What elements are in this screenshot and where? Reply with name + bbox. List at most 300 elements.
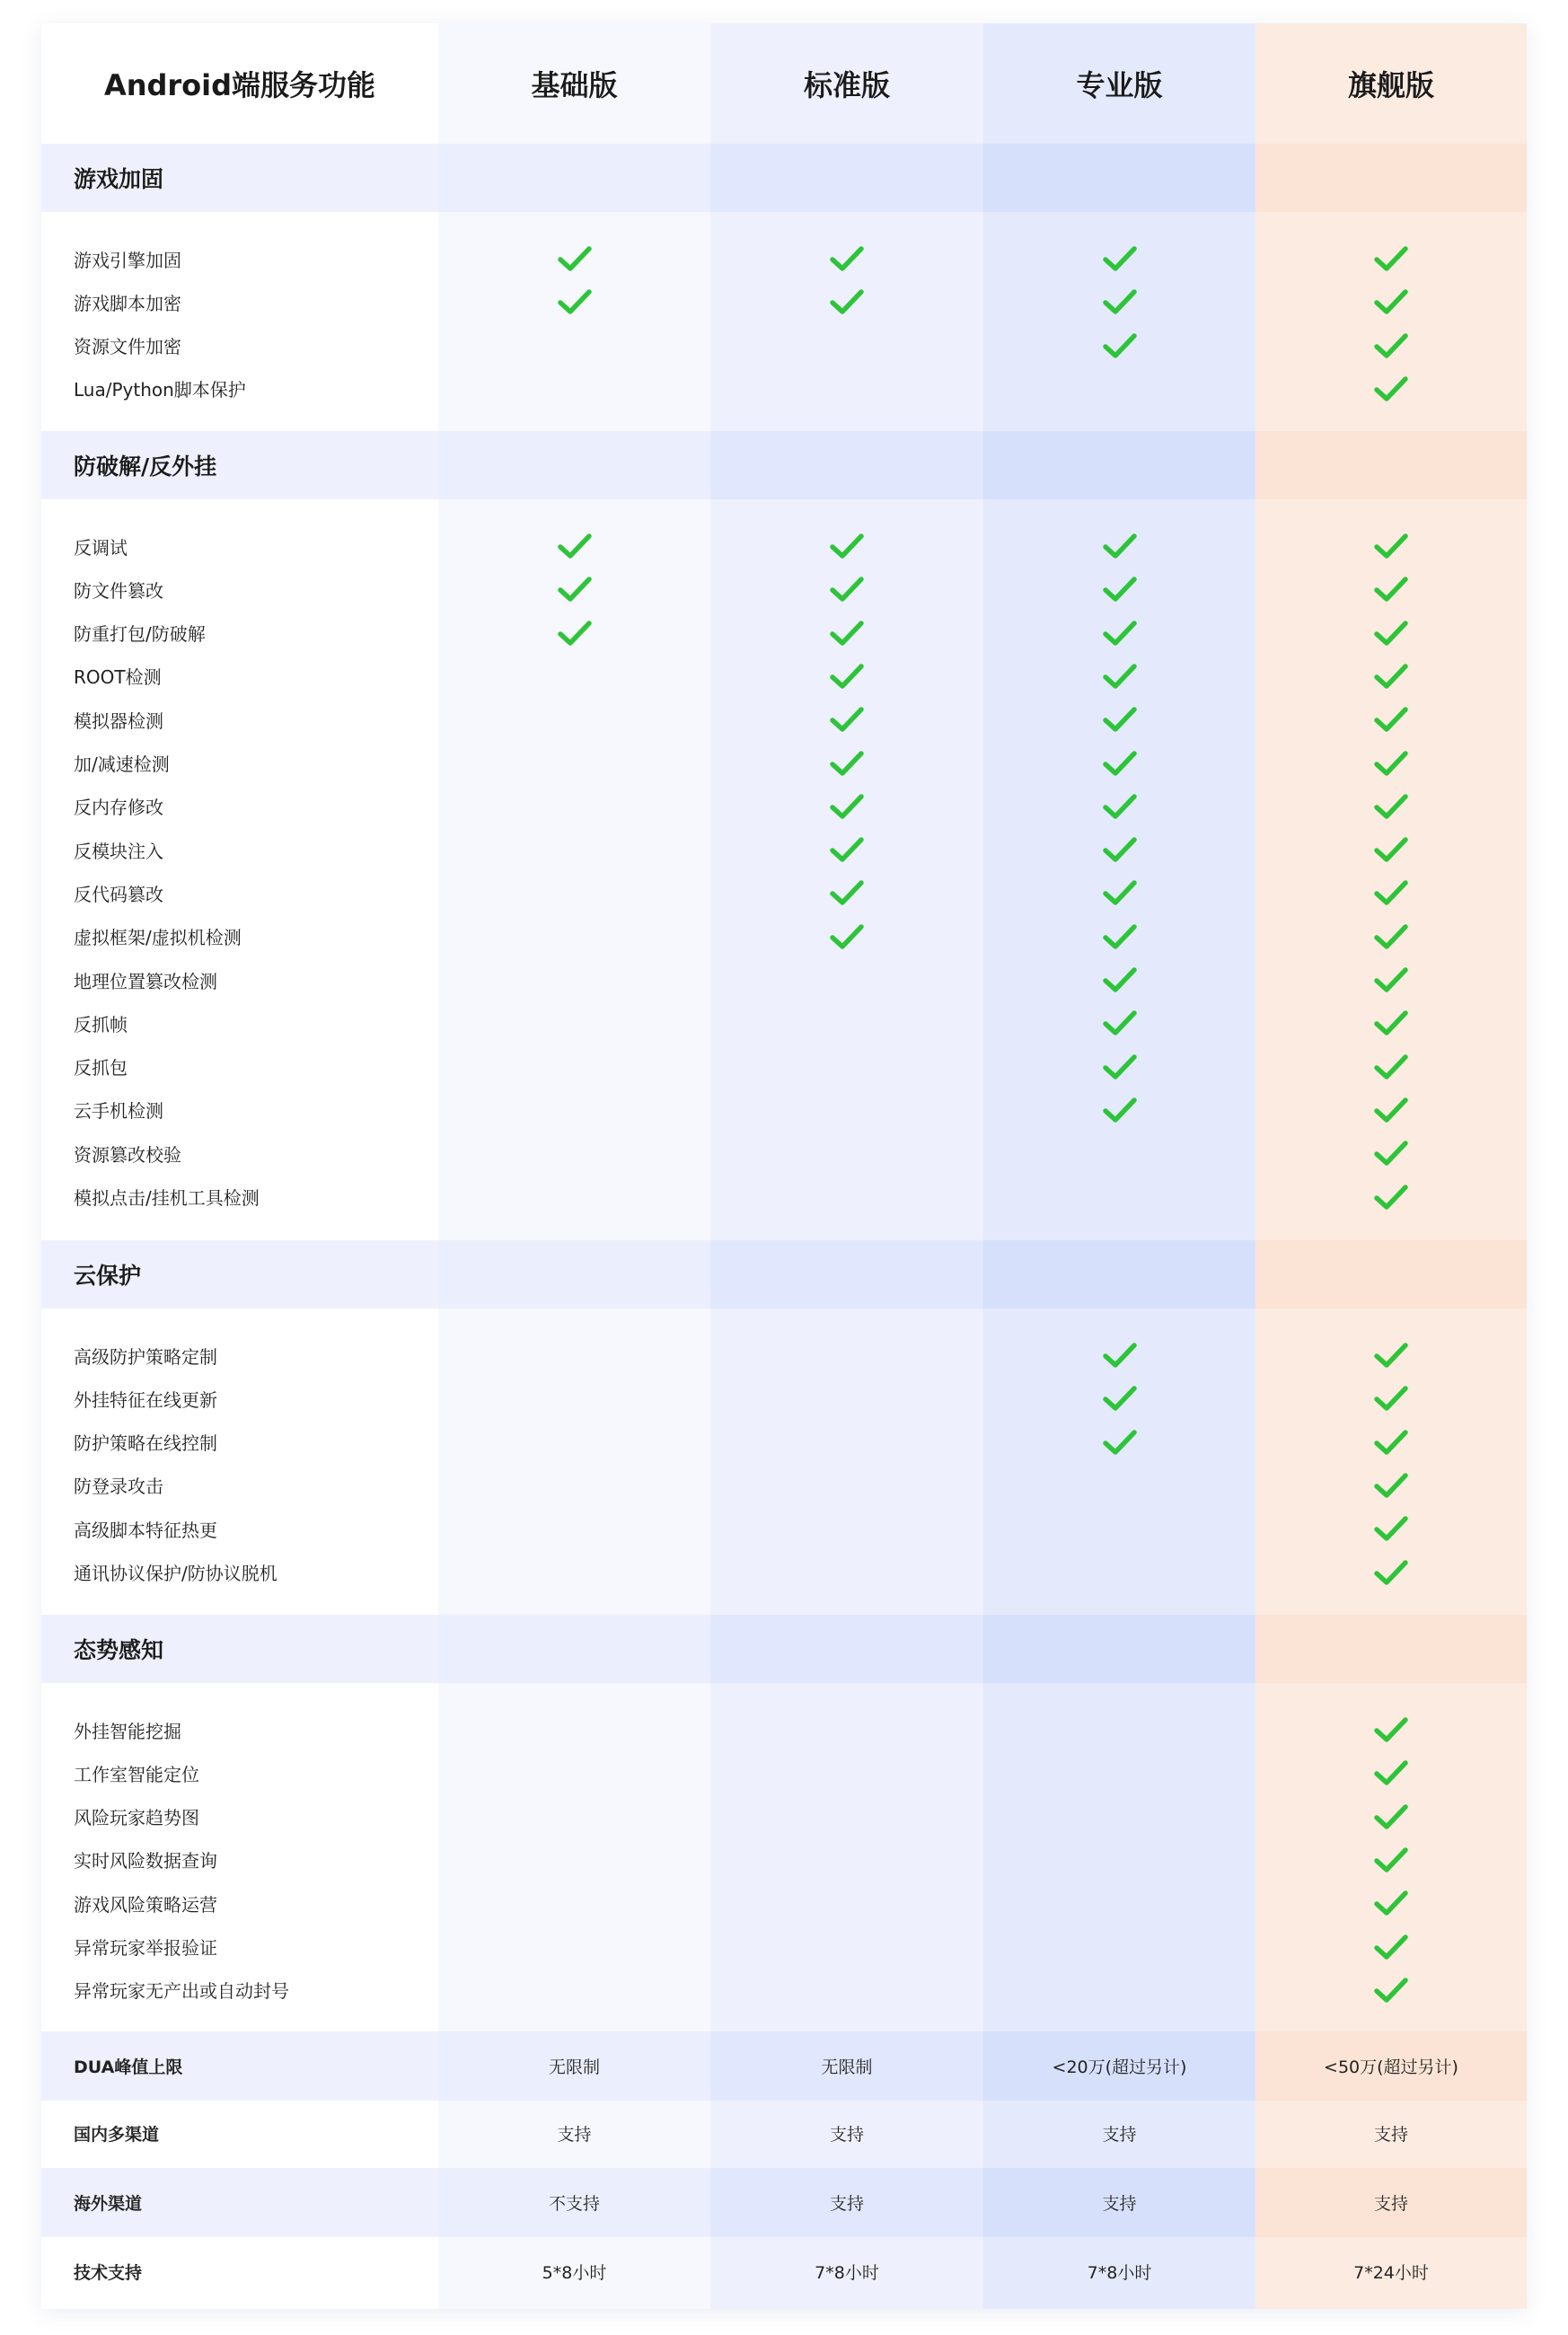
checkmark-icon bbox=[1374, 1141, 1408, 1166]
support-cell-professional bbox=[983, 1176, 1255, 1219]
checkmark-icon bbox=[830, 924, 864, 949]
checkmark-icon bbox=[1374, 1054, 1408, 1079]
checkmark-icon bbox=[1103, 1343, 1137, 1368]
checkmark-icon bbox=[1103, 246, 1137, 271]
checkmark-icon bbox=[1103, 794, 1137, 819]
feature-row bbox=[41, 1045, 1527, 1088]
support-cell-standard bbox=[710, 1925, 983, 1969]
support-cell-professional bbox=[983, 568, 1255, 611]
support-cell-standard bbox=[710, 1708, 983, 1751]
support-cell-standard bbox=[710, 1132, 983, 1175]
checkmark-icon bbox=[1374, 837, 1408, 862]
table-body bbox=[41, 23, 1527, 2309]
checkmark-icon bbox=[1103, 967, 1137, 992]
section-header-cell-flagship bbox=[1255, 431, 1527, 499]
checkmark-icon bbox=[1374, 794, 1408, 819]
feature-row bbox=[41, 280, 1527, 323]
checkmark-icon bbox=[1103, 621, 1137, 646]
pricing-comparison-table bbox=[41, 23, 1527, 2309]
support-cell-flagship bbox=[1255, 1925, 1527, 1969]
section-header-cell-basic bbox=[438, 144, 710, 212]
support-cell-basic bbox=[438, 237, 710, 280]
support-cell-flagship bbox=[1255, 1421, 1527, 1464]
checkmark-icon bbox=[1103, 880, 1137, 905]
checkmark-icon bbox=[1374, 289, 1408, 314]
support-cell-professional bbox=[983, 742, 1255, 785]
support-cell-flagship bbox=[1255, 785, 1527, 828]
support-cell-professional bbox=[983, 1925, 1255, 1969]
support-cell-standard bbox=[710, 612, 983, 655]
section-header-cell-standard bbox=[710, 1240, 983, 1308]
section-header-cell-flagship bbox=[1255, 1615, 1527, 1683]
checkmark-icon bbox=[1374, 621, 1408, 646]
support-cell-standard bbox=[710, 1751, 983, 1794]
summary-label: 海外渠道 bbox=[41, 2168, 438, 2237]
support-cell-professional bbox=[983, 871, 1255, 914]
summary-value-professional: 支持 bbox=[1102, 2125, 1137, 2145]
support-cell-professional bbox=[983, 1377, 1255, 1420]
feature-name: 通讯协议保护/防协议脱机 bbox=[74, 1563, 277, 1584]
feature-name: 防登录攻击 bbox=[74, 1476, 163, 1498]
support-cell-professional bbox=[983, 1421, 1255, 1464]
support-cell-standard bbox=[710, 958, 983, 1001]
feature-name: 游戏引擎加固 bbox=[74, 249, 181, 271]
checkmark-icon bbox=[830, 751, 864, 776]
checkmark-icon bbox=[1374, 1010, 1408, 1035]
support-cell-standard bbox=[710, 1551, 983, 1594]
checkmark-icon bbox=[830, 837, 864, 862]
support-cell-flagship bbox=[1255, 871, 1527, 914]
feature-name: 资源篡改校验 bbox=[74, 1143, 181, 1166]
support-cell-standard bbox=[710, 1795, 983, 1838]
support-cell-standard bbox=[710, 237, 983, 280]
summary-value-standard: 支持 bbox=[710, 2168, 983, 2237]
support-cell-standard bbox=[710, 1377, 983, 1420]
feature-row bbox=[41, 612, 1527, 655]
support-cell-basic bbox=[438, 828, 710, 871]
support-cell-standard bbox=[710, 1421, 983, 1464]
checkmark-icon bbox=[1103, 1010, 1137, 1035]
feature-row bbox=[41, 828, 1527, 871]
checkmark-icon bbox=[1374, 880, 1408, 905]
checkmark-icon bbox=[1103, 664, 1137, 689]
support-cell-professional bbox=[983, 1334, 1255, 1377]
support-cell-standard bbox=[710, 524, 983, 568]
support-cell-basic bbox=[438, 1176, 710, 1219]
support-cell-flagship bbox=[1255, 367, 1527, 410]
checkmark-icon bbox=[1374, 1560, 1408, 1585]
support-cell-basic bbox=[438, 1045, 710, 1088]
feature-row bbox=[41, 1969, 1527, 2012]
summary-value-flagship: 支持 bbox=[1373, 2125, 1408, 2145]
summary-value-flagship: <50万(超过另计) bbox=[1255, 2031, 1527, 2101]
support-cell-professional bbox=[983, 324, 1255, 367]
feature-name: 异常玩家无产出或自动封号 bbox=[74, 1980, 289, 2003]
support-cell-flagship bbox=[1255, 958, 1527, 1001]
support-cell-professional bbox=[983, 1507, 1255, 1550]
support-cell-flagship bbox=[1255, 1751, 1527, 1794]
feature-row bbox=[41, 1176, 1527, 1219]
support-cell-standard bbox=[710, 742, 983, 785]
support-cell-standard bbox=[710, 1334, 983, 1377]
support-cell-standard bbox=[710, 915, 983, 958]
checkmark-icon bbox=[1374, 1185, 1408, 1210]
checkmark-icon bbox=[830, 664, 864, 689]
section-header-cell-professional bbox=[983, 1240, 1255, 1308]
feature-row bbox=[41, 742, 1527, 785]
section-header-cell-flagship bbox=[1255, 1240, 1527, 1308]
support-cell-flagship bbox=[1255, 280, 1527, 323]
feature-name: 反抓包 bbox=[74, 1057, 128, 1079]
section-header-cell-professional bbox=[983, 1615, 1255, 1683]
support-cell-flagship bbox=[1255, 1334, 1527, 1377]
feature-row bbox=[41, 698, 1527, 741]
checkmark-icon bbox=[1103, 1386, 1137, 1411]
feature-name: 地理位置篡改检测 bbox=[74, 970, 217, 992]
support-cell-standard bbox=[710, 1464, 983, 1507]
support-cell-basic bbox=[438, 1838, 710, 1881]
support-cell-basic bbox=[438, 568, 710, 611]
section-header-cell-professional bbox=[983, 144, 1255, 212]
checkmark-icon bbox=[1374, 1934, 1408, 1960]
table-header-row bbox=[41, 23, 1527, 144]
support-cell-basic bbox=[438, 1881, 710, 1925]
section-header-cell-flagship bbox=[1255, 144, 1527, 212]
support-cell-basic bbox=[438, 1795, 710, 1838]
feature-row bbox=[41, 655, 1527, 698]
section-title: 游戏加固 bbox=[41, 144, 438, 212]
support-cell-flagship bbox=[1255, 655, 1527, 698]
support-cell-flagship bbox=[1255, 1464, 1527, 1507]
support-cell-flagship bbox=[1255, 324, 1527, 367]
support-cell-flagship bbox=[1255, 612, 1527, 655]
support-cell-professional bbox=[983, 1881, 1255, 1925]
feature-row bbox=[41, 237, 1527, 280]
support-cell-basic bbox=[438, 1377, 710, 1420]
support-cell-standard bbox=[710, 1176, 983, 1219]
support-cell-basic bbox=[438, 742, 710, 785]
summary-value-flagship: 7*24小时 bbox=[1353, 2263, 1429, 2283]
support-cell-standard bbox=[710, 828, 983, 871]
feature-row bbox=[41, 915, 1527, 958]
checkmark-icon bbox=[558, 533, 592, 559]
support-cell-standard bbox=[710, 1001, 983, 1044]
support-cell-professional bbox=[983, 1838, 1255, 1881]
section-header-cell-standard bbox=[710, 1615, 983, 1683]
support-cell-professional bbox=[983, 785, 1255, 828]
feature-name: 外挂特征在线更新 bbox=[74, 1388, 217, 1411]
support-cell-basic bbox=[438, 1334, 710, 1377]
support-cell-basic bbox=[438, 1088, 710, 1132]
summary-label: DUA峰值上限 bbox=[41, 2031, 438, 2101]
checkmark-icon bbox=[830, 794, 864, 819]
section-header-cell-standard bbox=[710, 144, 983, 212]
checkmark-icon bbox=[1374, 1343, 1408, 1368]
summary-value-flagship: 支持 bbox=[1255, 2168, 1527, 2237]
feature-name: 云手机检测 bbox=[74, 1100, 163, 1123]
support-cell-standard bbox=[710, 698, 983, 741]
summary-row bbox=[41, 2099, 1527, 2168]
feature-row bbox=[41, 1421, 1527, 1464]
support-cell-standard bbox=[710, 1969, 983, 2012]
feature-name: 游戏脚本加密 bbox=[74, 292, 181, 314]
support-cell-basic bbox=[438, 1464, 710, 1507]
support-cell-professional bbox=[983, 612, 1255, 655]
section-title: 态势感知 bbox=[41, 1615, 438, 1683]
feature-name: 防重打包/防破解 bbox=[74, 623, 206, 646]
feature-row bbox=[41, 1088, 1527, 1132]
checkmark-icon bbox=[1103, 924, 1137, 949]
feature-row bbox=[41, 1838, 1527, 1881]
feature-name: 模拟点击/挂机工具检测 bbox=[74, 1187, 260, 1209]
feature-row bbox=[41, 1132, 1527, 1175]
checkmark-icon bbox=[1103, 577, 1137, 602]
summary-value-professional: 支持 bbox=[983, 2168, 1255, 2237]
support-cell-flagship bbox=[1255, 1708, 1527, 1751]
feature-name: 防护策略在线控制 bbox=[74, 1432, 217, 1455]
summary-label: 国内多渠道 bbox=[74, 2125, 160, 2145]
checkmark-icon bbox=[1374, 1890, 1408, 1916]
checkmark-icon bbox=[1374, 1804, 1408, 1829]
support-cell-professional bbox=[983, 655, 1255, 698]
support-cell-flagship bbox=[1255, 524, 1527, 568]
feature-name: 游戏风险策略运营 bbox=[74, 1893, 217, 1916]
feature-name: 模拟器检测 bbox=[74, 709, 163, 732]
checkmark-icon bbox=[1374, 1430, 1408, 1455]
support-cell-flagship bbox=[1255, 1838, 1527, 1881]
summary-label: 技术支持 bbox=[74, 2263, 143, 2283]
section-title: 防破解/反外挂 bbox=[41, 431, 438, 499]
support-cell-basic bbox=[438, 612, 710, 655]
support-cell-professional bbox=[983, 1969, 1255, 2012]
support-cell-basic bbox=[438, 1507, 710, 1550]
tier-header-basic: 基础版 bbox=[531, 68, 618, 102]
support-cell-flagship bbox=[1255, 1551, 1527, 1594]
checkmark-icon bbox=[1374, 246, 1408, 271]
feature-name: 虚拟框架/虚拟机检测 bbox=[74, 927, 242, 949]
feature-name: 高级脚本特征热更 bbox=[74, 1519, 217, 1541]
feature-row bbox=[41, 1551, 1527, 1594]
feature-row bbox=[41, 1507, 1527, 1550]
section-header-row bbox=[41, 1240, 1527, 1308]
support-cell-basic bbox=[438, 785, 710, 828]
support-cell-basic bbox=[438, 1421, 710, 1464]
feature-name: 资源文件加密 bbox=[74, 336, 181, 358]
feature-name: 反调试 bbox=[74, 536, 128, 559]
section-header-cell-basic bbox=[438, 431, 710, 499]
support-cell-standard bbox=[710, 871, 983, 914]
support-cell-standard bbox=[710, 280, 983, 323]
section-header-cell-basic bbox=[438, 1240, 710, 1308]
support-cell-flagship bbox=[1255, 1377, 1527, 1420]
section-header-cell-professional bbox=[983, 431, 1255, 499]
feature-name: 防文件篡改 bbox=[74, 579, 163, 602]
section-header-cell-basic bbox=[438, 1615, 710, 1683]
checkmark-icon bbox=[1103, 333, 1137, 358]
support-cell-basic bbox=[438, 1708, 710, 1751]
checkmark-icon bbox=[1374, 577, 1408, 602]
summary-value-standard: 支持 bbox=[829, 2125, 864, 2145]
support-cell-flagship bbox=[1255, 1969, 1527, 2012]
feature-name: 加/减速检测 bbox=[74, 753, 170, 775]
feature-row bbox=[41, 1751, 1527, 1794]
support-cell-professional bbox=[983, 828, 1255, 871]
support-cell-basic bbox=[438, 1969, 710, 2012]
support-cell-professional bbox=[983, 958, 1255, 1001]
feature-column-header: Android端服务功能 bbox=[103, 68, 376, 102]
support-cell-basic bbox=[438, 958, 710, 1001]
checkmark-icon bbox=[1374, 1097, 1408, 1123]
summary-value-professional: 7*8小时 bbox=[1087, 2263, 1152, 2283]
checkmark-icon bbox=[1374, 924, 1408, 949]
support-cell-standard bbox=[710, 1045, 983, 1088]
checkmark-icon bbox=[558, 577, 592, 602]
checkmark-icon bbox=[1374, 1978, 1408, 2003]
support-cell-flagship bbox=[1255, 568, 1527, 611]
tier-header-flagship: 旗舰版 bbox=[1347, 68, 1434, 102]
support-cell-professional bbox=[983, 1795, 1255, 1838]
feature-row bbox=[41, 1708, 1527, 1751]
support-cell-standard bbox=[710, 324, 983, 367]
summary-row bbox=[41, 2031, 1527, 2101]
feature-row bbox=[41, 367, 1527, 410]
support-cell-professional bbox=[983, 1045, 1255, 1088]
feature-row bbox=[41, 1925, 1527, 1969]
checkmark-icon bbox=[830, 289, 864, 314]
support-cell-standard bbox=[710, 1881, 983, 1925]
checkmark-icon bbox=[830, 533, 864, 559]
feature-row bbox=[41, 785, 1527, 828]
feature-name: 异常玩家举报验证 bbox=[74, 1937, 217, 1959]
support-cell-professional bbox=[983, 1708, 1255, 1751]
feature-name: 外挂智能挖掘 bbox=[74, 1720, 181, 1742]
checkmark-icon bbox=[1103, 707, 1137, 732]
section-header-row bbox=[41, 144, 1527, 212]
support-cell-standard bbox=[710, 1838, 983, 1881]
feature-name: 风险玩家趋势图 bbox=[74, 1807, 199, 1829]
feature-row bbox=[41, 1377, 1527, 1420]
support-cell-flagship bbox=[1255, 237, 1527, 280]
checkmark-icon bbox=[1374, 1386, 1408, 1411]
checkmark-icon bbox=[1374, 1717, 1408, 1742]
support-cell-basic bbox=[438, 524, 710, 568]
support-cell-basic bbox=[438, 280, 710, 323]
checkmark-icon bbox=[558, 246, 592, 271]
summary-value-basic: 不支持 bbox=[438, 2168, 710, 2237]
support-cell-professional bbox=[983, 915, 1255, 958]
support-cell-standard bbox=[710, 367, 983, 410]
feature-row bbox=[41, 524, 1527, 568]
support-cell-basic bbox=[438, 655, 710, 698]
support-cell-professional bbox=[983, 280, 1255, 323]
support-cell-professional bbox=[983, 698, 1255, 741]
section-header-row bbox=[41, 431, 1527, 499]
support-cell-basic bbox=[438, 871, 710, 914]
feature-name: 工作室智能定位 bbox=[74, 1763, 199, 1785]
checkmark-icon bbox=[830, 621, 864, 646]
feature-row bbox=[41, 1001, 1527, 1044]
section-header-row bbox=[41, 1615, 1527, 1683]
checkmark-icon bbox=[1374, 1760, 1408, 1785]
support-cell-professional bbox=[983, 1132, 1255, 1175]
feature-name: ROOT检测 bbox=[74, 666, 162, 689]
support-cell-flagship bbox=[1255, 1001, 1527, 1044]
summary-value-basic: 5*8小时 bbox=[542, 2263, 607, 2283]
tier-header-professional: 专业版 bbox=[1076, 68, 1163, 102]
support-cell-flagship bbox=[1255, 1507, 1527, 1550]
support-cell-flagship bbox=[1255, 1045, 1527, 1088]
feature-name: 高级防护策略定制 bbox=[74, 1345, 217, 1368]
summary-value-basic: 支持 bbox=[557, 2125, 592, 2145]
support-cell-basic bbox=[438, 915, 710, 958]
support-cell-professional bbox=[983, 1001, 1255, 1044]
checkmark-icon bbox=[1374, 1473, 1408, 1498]
support-cell-standard bbox=[710, 655, 983, 698]
checkmark-icon bbox=[558, 621, 592, 646]
support-cell-professional bbox=[983, 524, 1255, 568]
support-cell-standard bbox=[710, 1507, 983, 1550]
support-cell-basic bbox=[438, 1551, 710, 1594]
checkmark-icon bbox=[1374, 1516, 1408, 1541]
feature-row bbox=[41, 1464, 1527, 1507]
feature-row bbox=[41, 871, 1527, 914]
checkmark-icon bbox=[830, 880, 864, 905]
feature-row bbox=[41, 1795, 1527, 1838]
support-cell-basic bbox=[438, 324, 710, 367]
summary-value-professional: <20万(超过另计) bbox=[983, 2031, 1255, 2101]
support-cell-basic bbox=[438, 1001, 710, 1044]
checkmark-icon bbox=[1374, 751, 1408, 776]
support-cell-flagship bbox=[1255, 828, 1527, 871]
section-header-cell-standard bbox=[710, 431, 983, 499]
summary-value-basic: 无限制 bbox=[438, 2031, 710, 2101]
checkmark-icon bbox=[1103, 751, 1137, 776]
support-cell-flagship bbox=[1255, 1132, 1527, 1175]
checkmark-icon bbox=[558, 289, 592, 314]
support-cell-professional bbox=[983, 237, 1255, 280]
support-cell-professional bbox=[983, 1551, 1255, 1594]
checkmark-icon bbox=[1103, 289, 1137, 314]
support-cell-flagship bbox=[1255, 1795, 1527, 1838]
support-cell-professional bbox=[983, 367, 1255, 410]
support-cell-flagship bbox=[1255, 1176, 1527, 1219]
tier-header-standard: 标准版 bbox=[803, 68, 890, 102]
support-cell-flagship bbox=[1255, 698, 1527, 741]
feature-name: 实时风险数据查询 bbox=[74, 1850, 217, 1872]
section-title: 云保护 bbox=[41, 1240, 438, 1308]
support-cell-basic bbox=[438, 1132, 710, 1175]
support-cell-flagship bbox=[1255, 915, 1527, 958]
checkmark-icon bbox=[1374, 533, 1408, 559]
support-cell-basic bbox=[438, 698, 710, 741]
checkmark-icon bbox=[1374, 707, 1408, 732]
checkmark-icon bbox=[1374, 376, 1408, 401]
support-cell-flagship bbox=[1255, 1881, 1527, 1925]
support-cell-standard bbox=[710, 568, 983, 611]
feature-name: 反抓帧 bbox=[74, 1013, 128, 1035]
feature-row bbox=[41, 958, 1527, 1001]
checkmark-icon bbox=[1374, 967, 1408, 992]
summary-row bbox=[41, 2168, 1527, 2237]
feature-row bbox=[41, 1334, 1527, 1377]
feature-name: 反模块注入 bbox=[74, 840, 163, 862]
checkmark-icon bbox=[1103, 1430, 1137, 1455]
summary-value-standard: 无限制 bbox=[710, 2031, 983, 2101]
support-cell-basic bbox=[438, 367, 710, 410]
feature-name: 反代码篡改 bbox=[74, 883, 163, 905]
checkmark-icon bbox=[1374, 333, 1408, 358]
feature-row bbox=[41, 568, 1527, 611]
